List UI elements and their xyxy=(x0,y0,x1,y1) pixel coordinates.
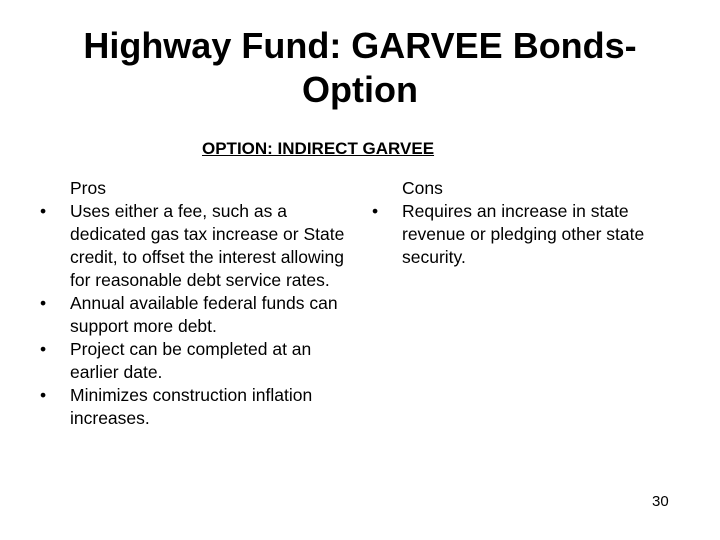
pros-item-text: Annual available federal funds can support more debt. xyxy=(70,293,338,336)
pros-list xyxy=(40,200,360,430)
pros-item xyxy=(40,384,360,430)
pros-item xyxy=(40,338,360,384)
slide-title xyxy=(30,24,690,112)
bullet-icon: • xyxy=(40,293,47,313)
slide-title-line-1: Highway Fund: GARVEE Bonds- xyxy=(83,25,637,66)
cons-column xyxy=(372,177,692,269)
cons-heading: Cons xyxy=(402,178,443,198)
pros-item-text: Uses either a fee, such as a dedicated gas tax increase or State credit, to offset the interest allowing for reasonable debt service rates. xyxy=(70,201,345,290)
pros-item-text: Minimizes construction inflation increases. xyxy=(70,385,313,428)
bullet-icon: • xyxy=(372,201,379,221)
pros-column xyxy=(40,177,360,430)
slide-subtitle: OPTION: INDIRECT GARVEE xyxy=(202,139,435,158)
page-number: 30 xyxy=(652,493,669,510)
pros-item-text: Project can be completed at an earlier date. xyxy=(70,339,312,382)
pros-item xyxy=(40,292,360,338)
cons-list xyxy=(372,200,692,269)
cons-item-text: Requires an increase in state revenue or pledging other state security. xyxy=(402,201,645,267)
bullet-icon: • xyxy=(40,339,47,359)
bullet-icon: • xyxy=(40,201,47,221)
bullet-icon: • xyxy=(40,385,47,405)
pros-item xyxy=(40,200,360,292)
pros-heading: Pros xyxy=(70,178,106,198)
cons-item xyxy=(372,200,692,269)
slide-title-line-2: Option xyxy=(302,69,418,110)
